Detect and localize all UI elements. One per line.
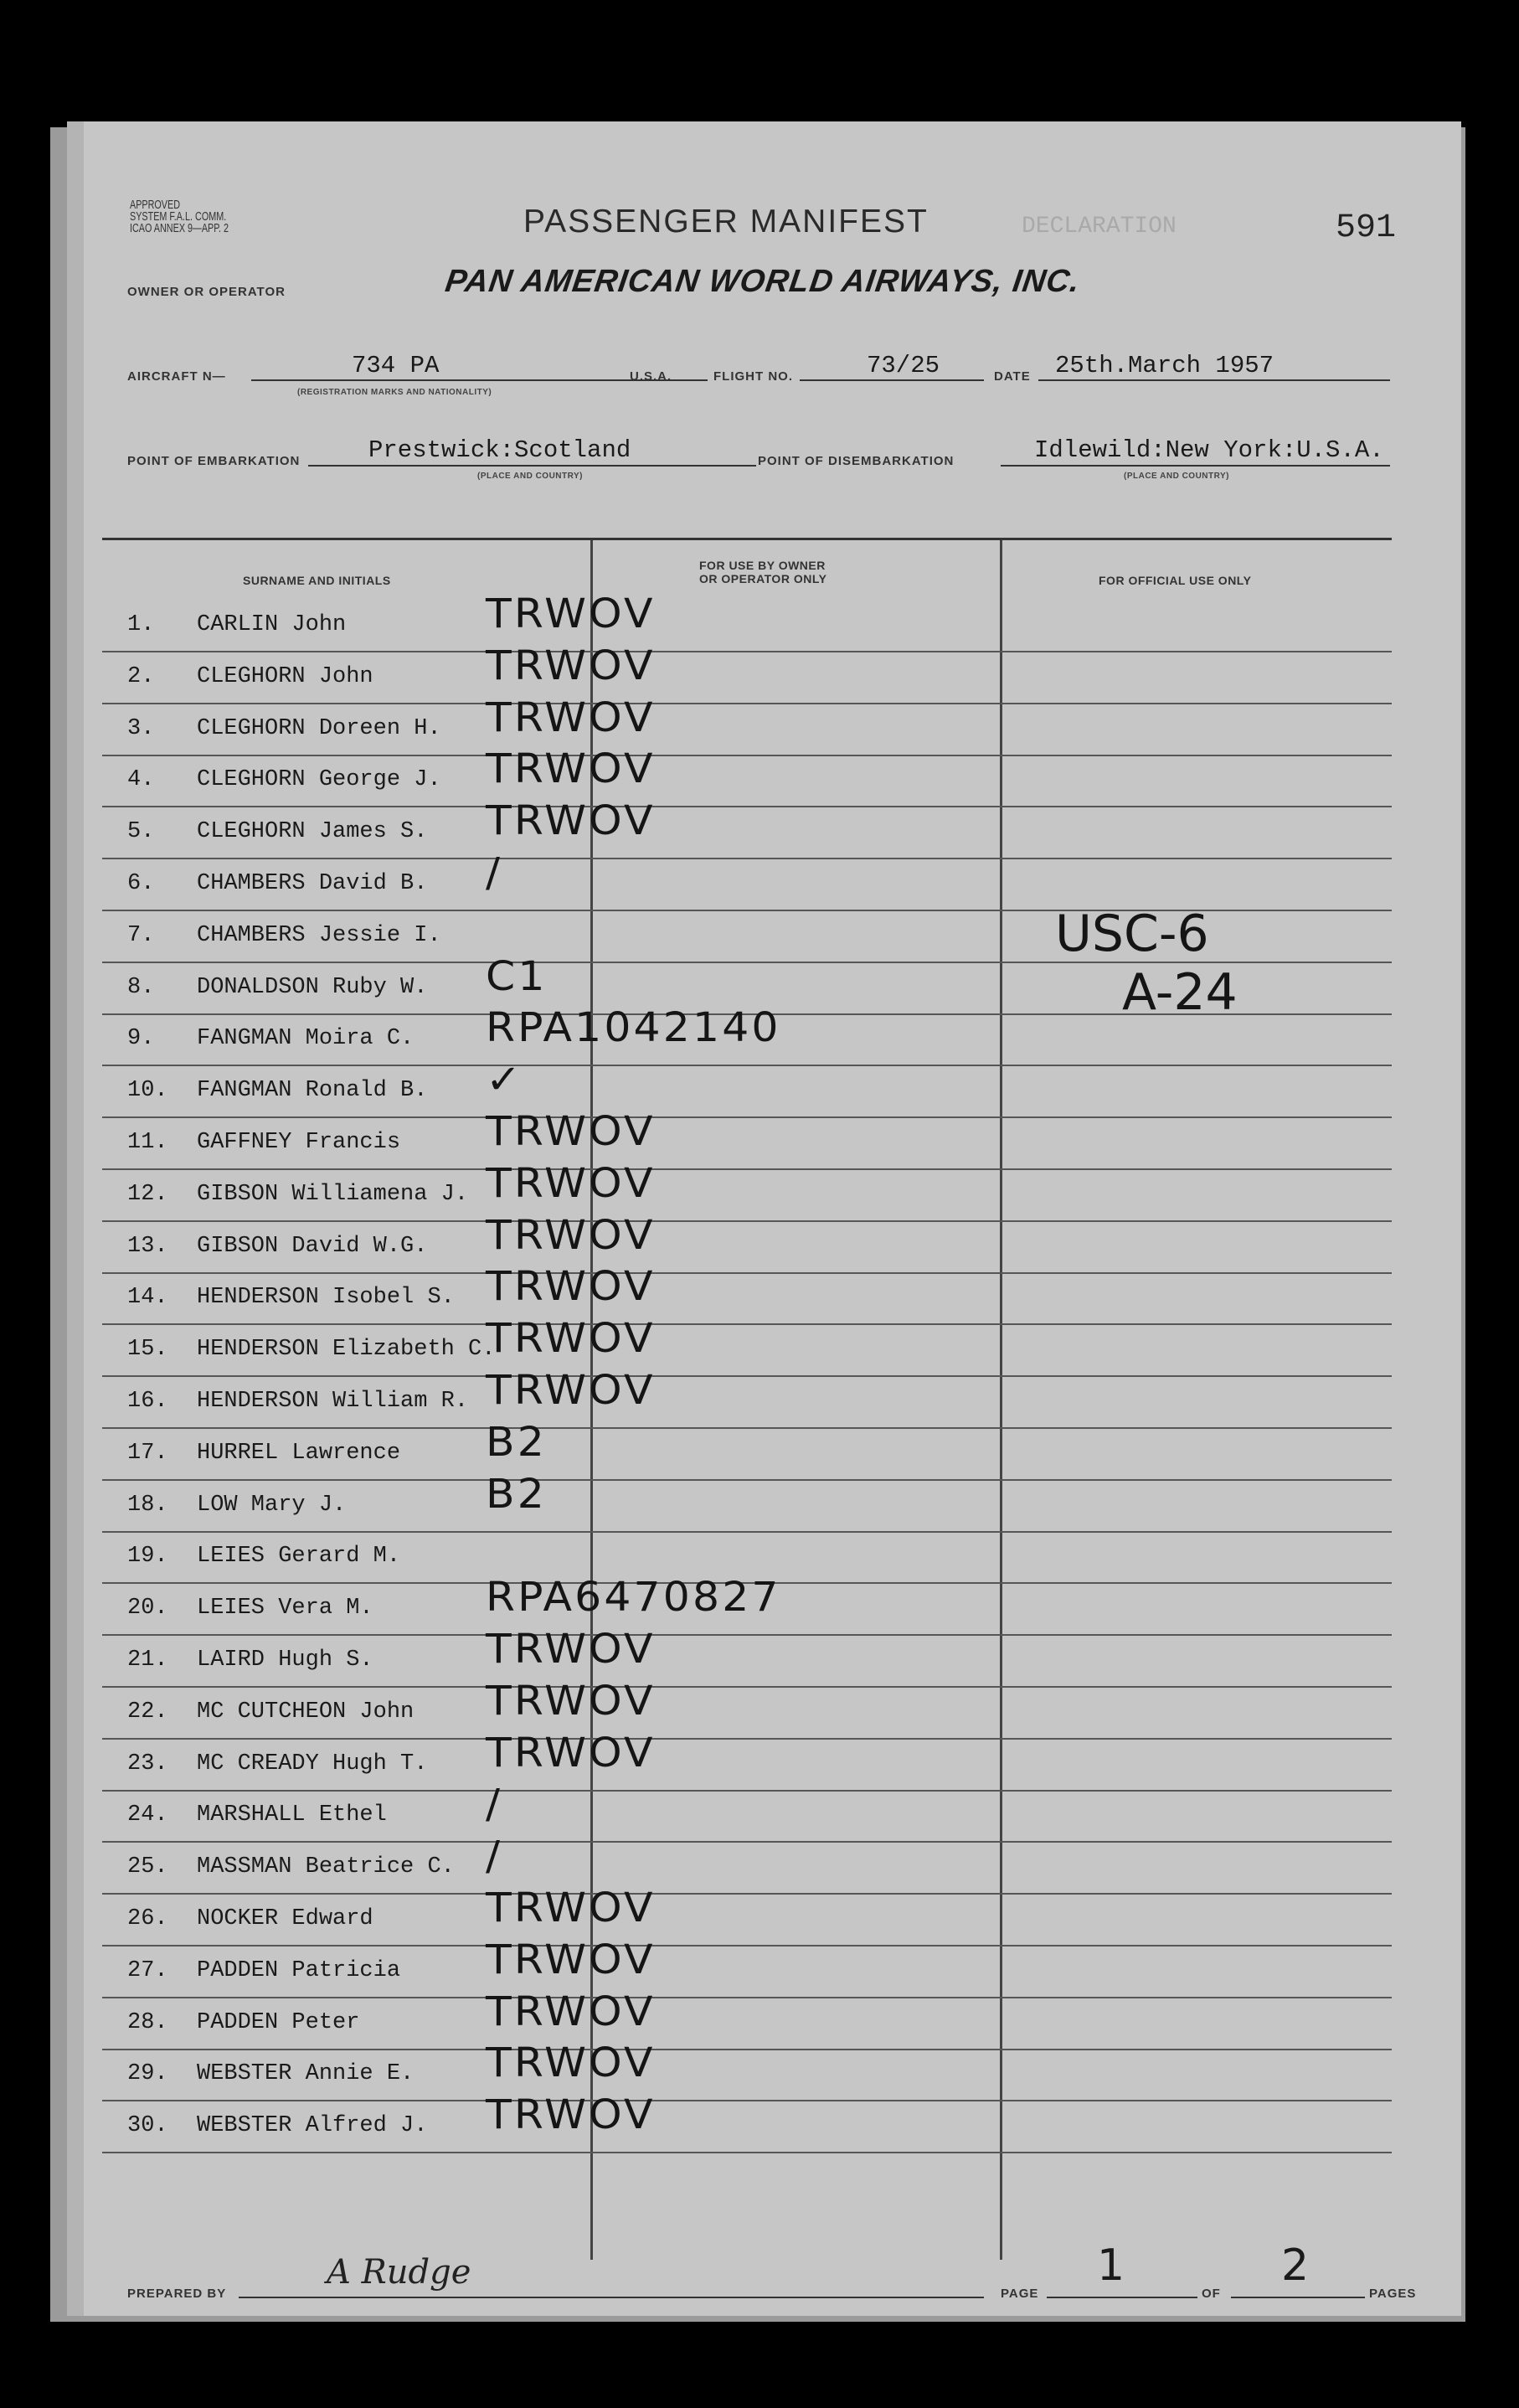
prepared-underline <box>239 2297 984 2298</box>
operator-mark: TRWOV <box>486 590 656 637</box>
passenger-number: 2. <box>127 663 155 689</box>
official-note: USC-6 <box>1055 905 1209 963</box>
operator-mark: TRWOV <box>486 2091 656 2139</box>
row-rule <box>102 1738 1392 1740</box>
passenger-name: NOCKER Edward <box>197 1906 373 1931</box>
disembark-value: Idlewild:New York:U.S.A. <box>1034 436 1384 464</box>
passenger-number: 9. <box>127 1026 155 1052</box>
aircraft-value: 734 PA <box>352 352 440 379</box>
row-rule <box>102 858 1392 859</box>
operator-mark: B2 <box>486 1470 547 1518</box>
embark-label: POINT OF EMBARKATION <box>127 454 301 468</box>
operator-mark: TRWOV <box>486 1367 656 1414</box>
row-rule <box>102 703 1392 704</box>
column-header-owner-line2: OR OPERATOR ONLY <box>699 572 827 585</box>
passenger-row <box>84 590 1424 657</box>
passenger-number: 23. <box>127 1751 168 1776</box>
operator-mark: TRWOV <box>486 1677 656 1725</box>
passenger-number: 30. <box>127 2113 168 2139</box>
passenger-number: 13. <box>127 1233 168 1259</box>
operator-mark: RPA1042140 <box>486 1004 781 1052</box>
passenger-name: LAIRD Hugh S. <box>197 1647 373 1673</box>
operator-mark: / <box>486 1781 503 1828</box>
pages-label: PAGES <box>1369 2287 1417 2301</box>
passenger-row <box>84 1263 1424 1330</box>
passenger-number: 25. <box>127 1854 168 1880</box>
row-rule <box>102 806 1392 807</box>
column-header-surname: SURNAME AND INITIALS <box>243 574 391 587</box>
passenger-row <box>84 797 1424 864</box>
passenger-row <box>84 849 1424 916</box>
passenger-number: 22. <box>127 1699 168 1725</box>
passenger-row <box>84 1159 1424 1227</box>
passenger-number: 15. <box>127 1337 168 1363</box>
passenger-row <box>84 2039 1424 2106</box>
passenger-name: CLEGHORN George J. <box>197 767 441 793</box>
row-rule <box>102 1479 1392 1481</box>
passenger-name: MASSMAN Beatrice C. <box>197 1854 455 1880</box>
passenger-number: 7. <box>127 922 155 948</box>
passenger-row <box>84 1056 1424 1123</box>
operator-mark: TRWOV <box>486 1108 656 1155</box>
passenger-row <box>84 1729 1424 1797</box>
passenger-name: LEIES Gerard M. <box>197 1544 401 1570</box>
operator-mark: TRWOV <box>486 797 656 845</box>
of-underline <box>1231 2297 1365 2298</box>
row-rule <box>102 1272 1392 1274</box>
operator-mark: TRWOV <box>486 745 656 793</box>
passenger-number: 17. <box>127 1440 168 1466</box>
disembark-caption: (PLACE AND COUNTRY) <box>1124 472 1229 481</box>
passenger-name: CARLIN John <box>197 612 347 637</box>
passenger-row <box>84 1367 1424 1434</box>
passenger-row <box>84 1211 1424 1279</box>
passenger-name: CHAMBERS David B. <box>197 871 428 896</box>
row-rule <box>102 1065 1392 1066</box>
disembark-label: POINT OF DISEMBARKATION <box>758 454 955 468</box>
operator-mark: TRWOV <box>486 1626 656 1673</box>
operator-mark: B2 <box>486 1418 547 1466</box>
passenger-number: 16. <box>127 1389 168 1414</box>
row-rule <box>102 1531 1392 1533</box>
flight-label: FLIGHT NO. <box>713 369 793 384</box>
passenger-number: 8. <box>127 974 155 1000</box>
passenger-number: 19. <box>127 1544 168 1570</box>
disembark-underline <box>1001 465 1390 467</box>
operator-mark: TRWOV <box>486 2039 656 2087</box>
operator-mark: TRWOV <box>486 1988 656 2035</box>
passenger-name: MARSHALL Ethel <box>197 1802 387 1828</box>
passenger-row <box>84 1418 1424 1486</box>
aircraft-label: AIRCRAFT N— <box>127 369 226 384</box>
approval-note <box>130 199 229 235</box>
passenger-row <box>84 1988 1424 2055</box>
row-rule <box>102 1375 1392 1377</box>
passenger-name: PADDEN Patricia <box>197 1957 401 1983</box>
passenger-name: HENDERSON Isobel S. <box>197 1285 455 1311</box>
date-value: 25th.March 1957 <box>1055 352 1274 379</box>
passenger-name: GAFFNEY Francis <box>197 1130 401 1155</box>
pages-value: 2 <box>1281 2240 1310 2291</box>
passenger-number: 26. <box>127 1906 168 1931</box>
passenger-row <box>84 1470 1424 1538</box>
date-label: DATE <box>994 369 1031 384</box>
page-underline <box>1047 2297 1197 2298</box>
row-rule <box>102 1686 1392 1688</box>
row-rule <box>102 1893 1392 1895</box>
passenger-row <box>84 642 1424 709</box>
passenger-number: 18. <box>127 1492 168 1518</box>
row-rule <box>102 1427 1392 1429</box>
operator-mark: TRWOV <box>486 1159 656 1207</box>
column-header-owner-line1: FOR USE BY OWNER <box>699 559 826 572</box>
passenger-number: 28. <box>127 2009 168 2035</box>
row-rule <box>102 2049 1392 2050</box>
operator-mark: TRWOV <box>486 642 656 689</box>
passenger-row <box>84 1315 1424 1382</box>
date-underline <box>1038 379 1390 381</box>
bleed-through-text: DECLARATION <box>1022 214 1177 240</box>
operator-mark: RPA6470827 <box>486 1574 781 1622</box>
prepared-by-label: PREPARED BY <box>127 2287 227 2301</box>
passenger-name: CHAMBERS Jessie I. <box>197 922 441 948</box>
row-rule <box>102 2100 1392 2101</box>
passenger-name: MC CUTCHEON John <box>197 1699 415 1725</box>
page-value: 1 <box>1097 2240 1125 2291</box>
passenger-number: 1. <box>127 612 155 637</box>
passenger-row <box>84 1781 1424 1848</box>
approval-line: APPROVED <box>130 198 181 212</box>
passenger-row <box>84 1108 1424 1175</box>
operator-mark: TRWOV <box>486 1211 656 1259</box>
approval-line: SYSTEM F.A.L. COMM. <box>130 209 227 224</box>
passenger-number: 21. <box>127 1647 168 1673</box>
operator-mark: TRWOV <box>486 1936 656 1983</box>
passenger-number: 10. <box>127 1078 168 1104</box>
passenger-number: 11. <box>127 1130 168 1155</box>
of-label: OF <box>1202 2287 1221 2301</box>
row-rule <box>102 1790 1392 1792</box>
preparer-signature: A Rudge <box>327 2253 471 2292</box>
row-rule <box>102 1945 1392 1947</box>
passenger-number: 12. <box>127 1181 168 1207</box>
passenger-name: MC CREADY Hugh T. <box>197 1751 428 1776</box>
passenger-name: WEBSTER Annie E. <box>197 2061 415 2087</box>
operator-mark: TRWOV <box>486 1315 656 1363</box>
row-rule <box>102 2152 1392 2153</box>
passenger-name: CLEGHORN James S. <box>197 819 428 845</box>
official-note: A-24 <box>1122 963 1238 1022</box>
passenger-row <box>84 2091 1424 2158</box>
operator-mark: TRWOV <box>486 694 656 741</box>
passenger-row <box>84 1936 1424 2003</box>
manifest-sheet <box>84 121 1461 2316</box>
operator-mark: / <box>486 1833 503 1880</box>
row-rule <box>102 1841 1392 1843</box>
passenger-row <box>84 1574 1424 1641</box>
table-top-rule <box>102 538 1392 540</box>
passenger-name: LOW Mary J. <box>197 1492 347 1518</box>
passenger-number: 20. <box>127 1596 168 1622</box>
operator-mark: TRWOV <box>486 1885 656 1931</box>
passenger-row <box>84 694 1424 761</box>
flight-value: 73/25 <box>867 352 940 379</box>
approval-line: ICAO ANNEX 9—APP. 2 <box>130 221 229 235</box>
row-rule <box>102 1997 1392 1998</box>
passenger-row <box>84 1885 1424 1952</box>
passenger-number: 29. <box>127 2061 168 2087</box>
passenger-row <box>84 745 1424 812</box>
operator-mark: ✓ <box>486 1056 524 1104</box>
row-rule <box>102 1634 1392 1636</box>
column-header-official: FOR OFFICIAL USE ONLY <box>1099 574 1252 587</box>
passenger-number: 14. <box>127 1285 168 1311</box>
passenger-name: GIBSON Williamena J. <box>197 1181 469 1207</box>
embark-value: Prestwick:Scotland <box>368 436 631 464</box>
row-rule <box>102 1168 1392 1170</box>
passenger-row <box>84 916 1424 968</box>
passenger-name: FANGMAN Moira C. <box>197 1026 415 1052</box>
aircraft-caption: (REGISTRATION MARKS AND NATIONALITY) <box>297 388 492 397</box>
usa-label: U.S.A. <box>630 369 672 384</box>
passenger-number: 6. <box>127 871 155 896</box>
passenger-number: 3. <box>127 715 155 741</box>
embark-caption: (PLACE AND COUNTRY) <box>477 472 583 481</box>
passenger-row <box>84 1626 1424 1693</box>
row-rule <box>102 1323 1392 1325</box>
passenger-name: HENDERSON William R. <box>197 1389 469 1414</box>
passenger-name: DONALDSON Ruby W. <box>197 974 428 1000</box>
page-stamp: 591 <box>1336 209 1397 247</box>
passenger-name: HURREL Lawrence <box>197 1440 401 1466</box>
embark-underline <box>308 465 756 467</box>
passenger-name: CLEGHORN John <box>197 663 373 689</box>
passenger-name: CLEGHORN Doreen H. <box>197 715 441 741</box>
passenger-name: FANGMAN Ronald B. <box>197 1078 428 1104</box>
flight-underline <box>800 379 984 381</box>
passenger-row <box>84 1833 1424 1900</box>
passenger-name: LEIES Vera M. <box>197 1596 373 1622</box>
operator-mark: C1 <box>486 952 548 1000</box>
operator-name: PAN AMERICAN WORLD AIRWAYS, INC. <box>443 264 1083 299</box>
operator-mark: / <box>486 849 503 896</box>
passenger-number: 24. <box>127 1802 168 1828</box>
passenger-number: 4. <box>127 767 155 793</box>
passenger-row <box>84 1677 1424 1745</box>
row-rule <box>102 1116 1392 1118</box>
row-rule <box>102 651 1392 652</box>
page-title: PASSENGER MANIFEST <box>523 204 929 240</box>
passenger-name: PADDEN Peter <box>197 2009 360 2035</box>
page-label: PAGE <box>1001 2287 1039 2301</box>
passenger-name: WEBSTER Alfred J. <box>197 2113 428 2139</box>
operator-mark: TRWOV <box>486 1263 656 1311</box>
owner-label: OWNER OR OPERATOR <box>127 285 286 299</box>
passenger-row <box>84 1004 1424 1071</box>
passenger-number: 27. <box>127 1957 168 1983</box>
passenger-name: GIBSON David W.G. <box>197 1233 428 1259</box>
operator-mark: TRWOV <box>486 1729 656 1776</box>
passenger-name: HENDERSON Elizabeth C. <box>197 1337 496 1363</box>
row-rule <box>102 755 1392 756</box>
row-rule <box>102 1220 1392 1222</box>
passenger-number: 5. <box>127 819 155 845</box>
